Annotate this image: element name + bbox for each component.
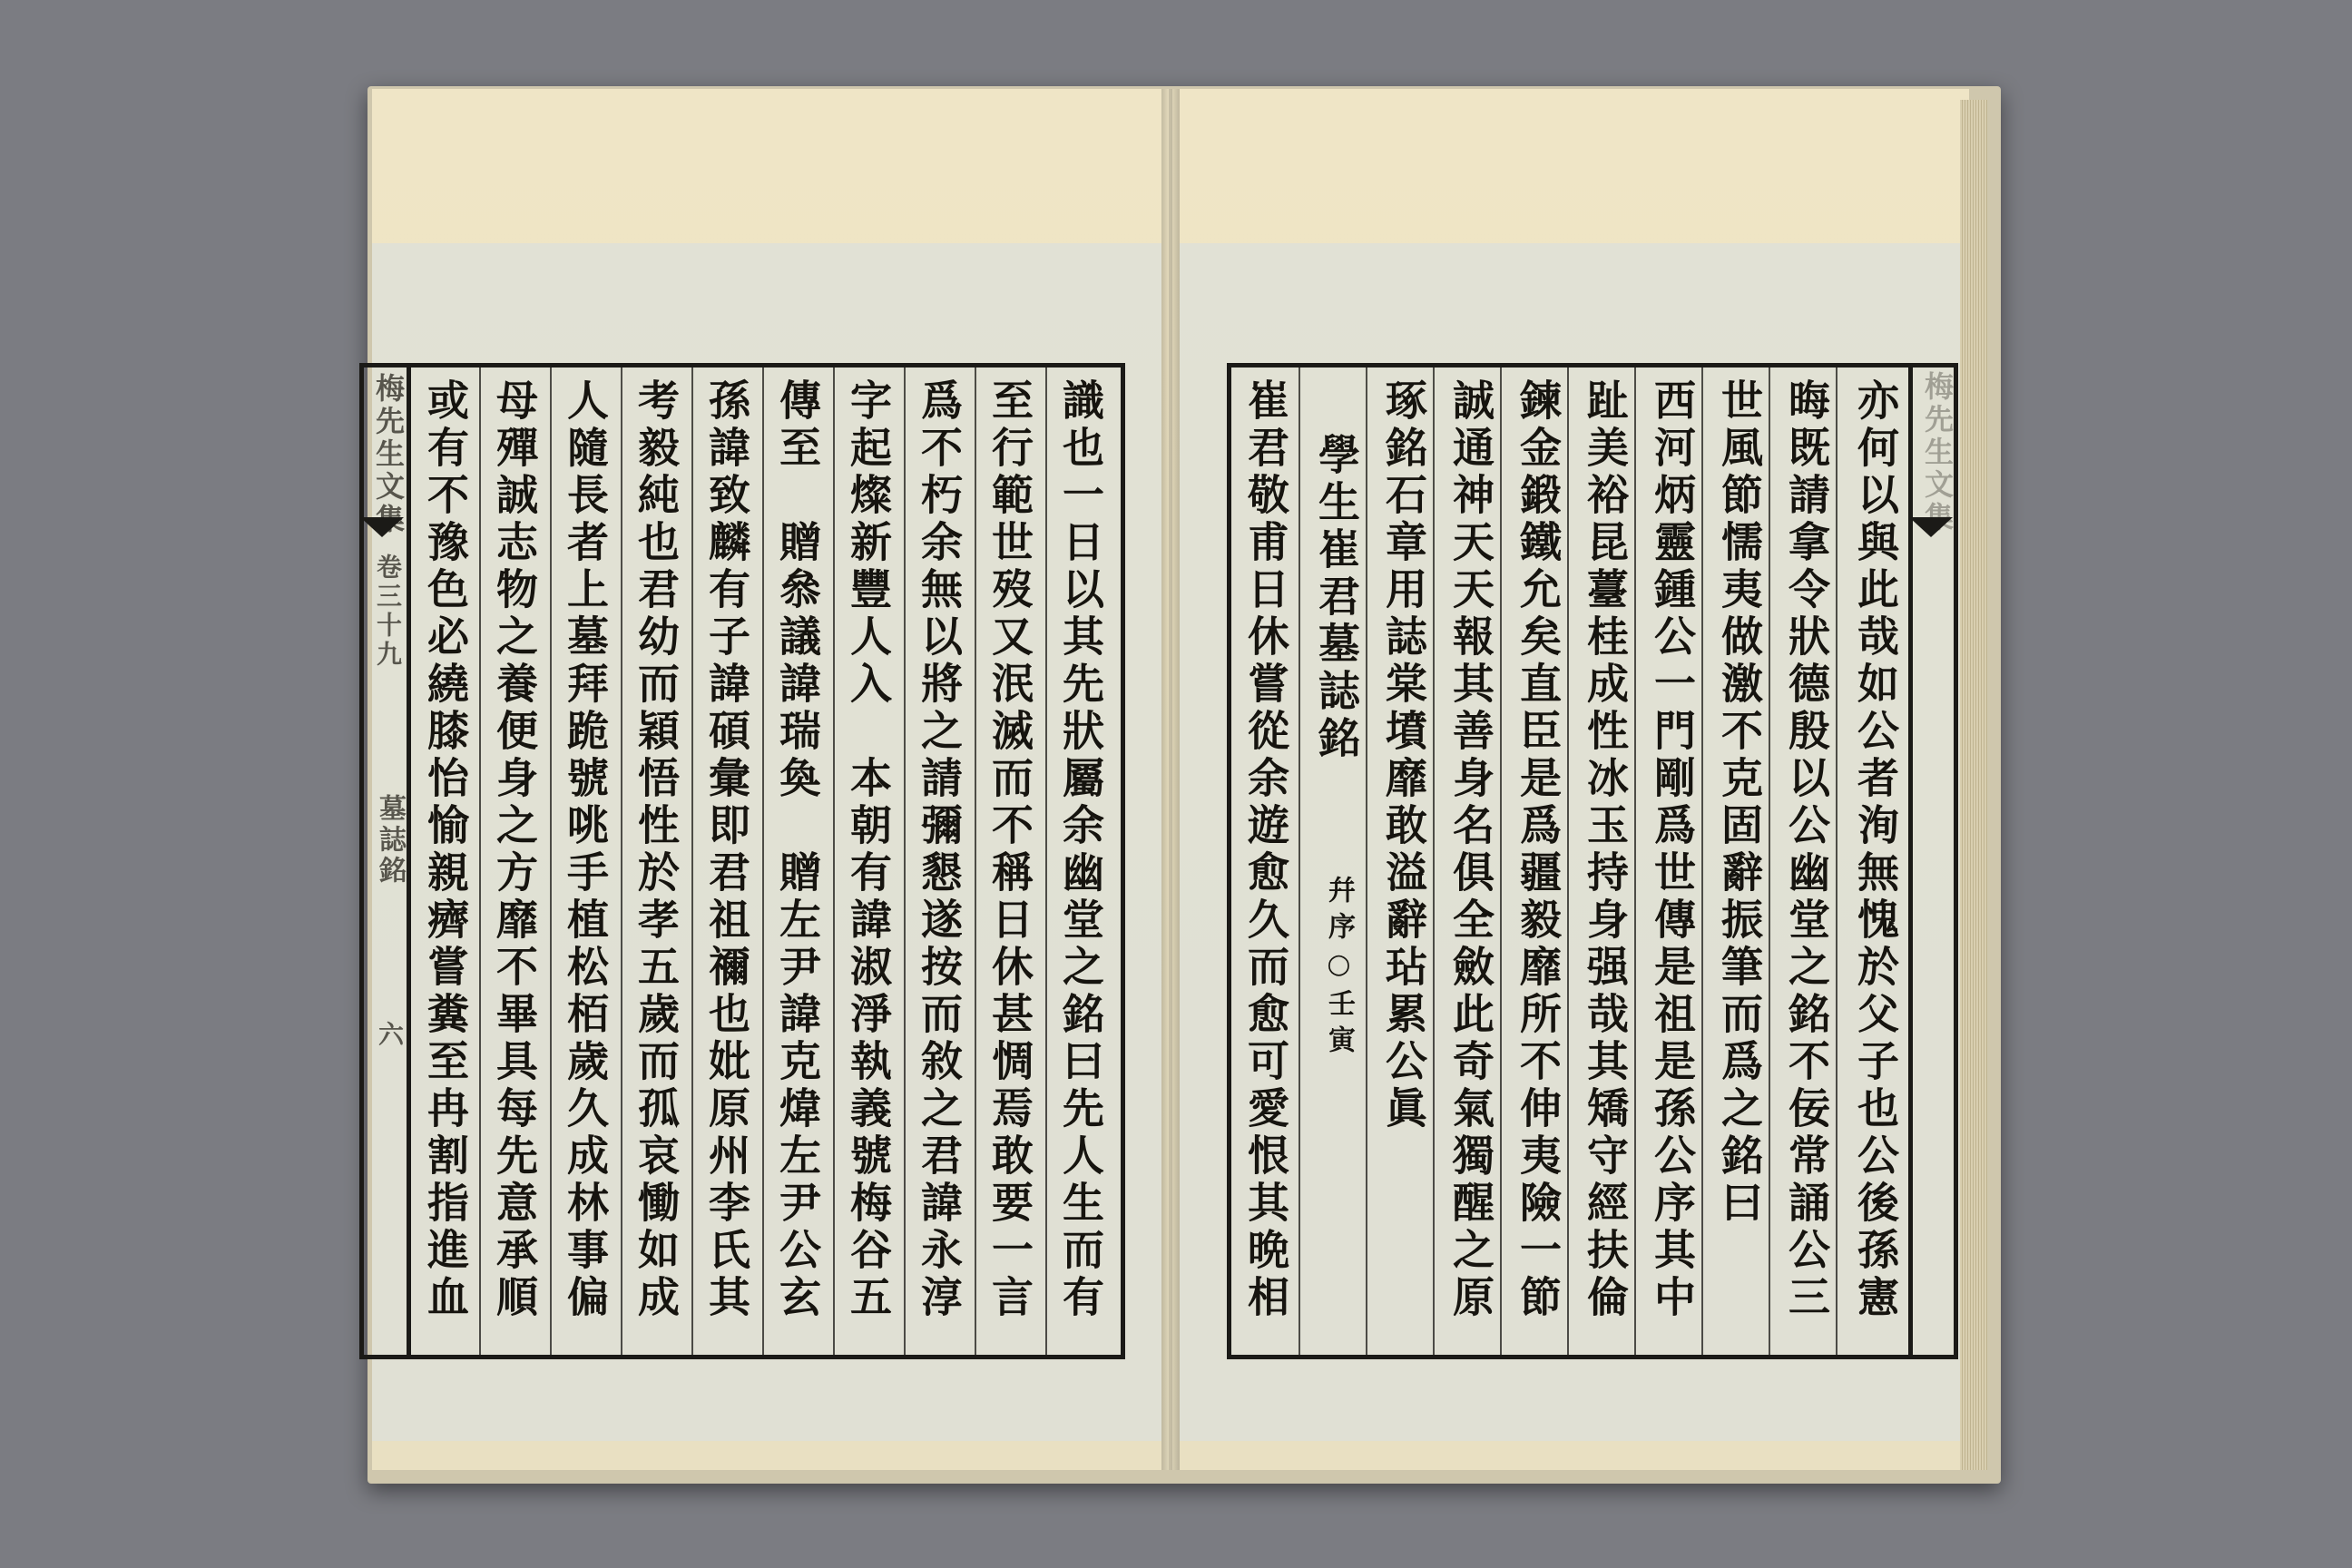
book-gutter: [1161, 89, 1180, 1470]
text-column-7: 誠通神天天報其善身名俱全斂此奇氣獨醒之原: [1446, 378, 1495, 1322]
text-column-6: 鍊金鍛鐵允矣直臣是爲疆毅靡所不伸夷險一節: [1514, 378, 1563, 1322]
text-column-8: 琢銘石章用誌棠墳靡敢溢辭玷累公眞: [1379, 378, 1428, 1133]
text-column-4: 西河炳靈鍾公一門剛爲世傳是祖是孫公序其中: [1648, 378, 1697, 1322]
column-rule: [1366, 368, 1367, 1355]
text-column-2: 晦既請拿令狀德殷以公幽堂之銘不佞常誦公三: [1782, 378, 1831, 1322]
text-column-6: 孫諱致麟有子諱碩彙即君祖禰也妣原州李氏其: [702, 378, 751, 1322]
column-rule: [550, 368, 552, 1355]
column-rule: [479, 368, 481, 1355]
column-rule: [691, 368, 693, 1355]
page-edges: [1960, 100, 1987, 1470]
epitaph-subtitle-note: 幷序○壬寅: [1323, 876, 1355, 1062]
epitaph-title: 學生崔君墓誌銘: [1312, 433, 1361, 763]
column-rule: [1701, 368, 1703, 1355]
text-column-1: 亦何以與此哉如公者洵無愧於父子也公後孫憲: [1851, 378, 1900, 1322]
text-column-4: 字起燦新豐人入 本朝有諱淑淨執義號梅谷五: [844, 378, 893, 1322]
column-rule: [1500, 368, 1502, 1355]
right-banxin-title: 梅先生文集: [1920, 371, 1955, 534]
column-rule: [1634, 368, 1636, 1355]
column-rule: [1433, 368, 1435, 1355]
left-banxin-volume: 卷三十九: [373, 554, 403, 670]
left-banxin: [359, 363, 407, 1359]
text-column-3: 爲不朽余無以將之請彌懇遂按而敘之君諱永淳: [915, 378, 964, 1322]
left-text-frame: [407, 363, 1125, 1359]
left-banxin-section: 墓誌銘: [374, 794, 406, 887]
text-column-3: 世風節懦夷做激不克固辭振筆而爲之銘曰: [1715, 378, 1764, 1228]
text-column-9: 母殫誠志物之養便身之方靡不畢具每先意承順: [490, 378, 539, 1322]
right-text-frame: [1227, 363, 1913, 1359]
text-column-1: 識也一日以其先狀屬余幽堂之銘曰先人生而有: [1056, 378, 1105, 1322]
left-banxin-title: 梅先生文集: [371, 373, 406, 536]
column-rule: [621, 368, 622, 1355]
text-column-7: 考毅純也君幼而穎悟性於孝五歲而孤哀慟如成: [632, 378, 681, 1322]
text-column-8: 人隨長者上墓拜跪號咷手植松栢歲久成林事偏: [561, 378, 610, 1322]
column-rule: [1769, 368, 1770, 1355]
column-rule: [904, 368, 906, 1355]
text-column-2: 至行範世歿又泯滅而不稱日休甚惆焉敢要一言: [985, 378, 1034, 1322]
column-rule: [1836, 368, 1838, 1355]
fish-tail-mark: [1909, 517, 1953, 537]
text-column-5: 趾美裕昆薹桂成性冰玉持身强哉其矯守經扶倫: [1581, 378, 1630, 1322]
fish-tail-mark: [360, 517, 404, 537]
column-rule: [1045, 368, 1047, 1355]
left-banxin-page-number: 六: [375, 1021, 405, 1050]
text-column-10: 或有不豫色必繞膝怡愉親癠嘗糞至冉割指進血: [421, 378, 470, 1322]
column-rule: [1298, 368, 1300, 1355]
right-banxin: [1913, 363, 1958, 1359]
column-rule: [762, 368, 764, 1355]
column-rule: [833, 368, 835, 1355]
column-rule: [975, 368, 976, 1355]
text-column-10: 崔君敬甫日休嘗從余遊愈久而愈可愛恨其晩相: [1241, 378, 1290, 1322]
column-rule: [1567, 368, 1569, 1355]
text-column-5: 傳至 贈叅議諱瑞奐 贈左尹諱克煒左尹公玄: [773, 378, 822, 1322]
